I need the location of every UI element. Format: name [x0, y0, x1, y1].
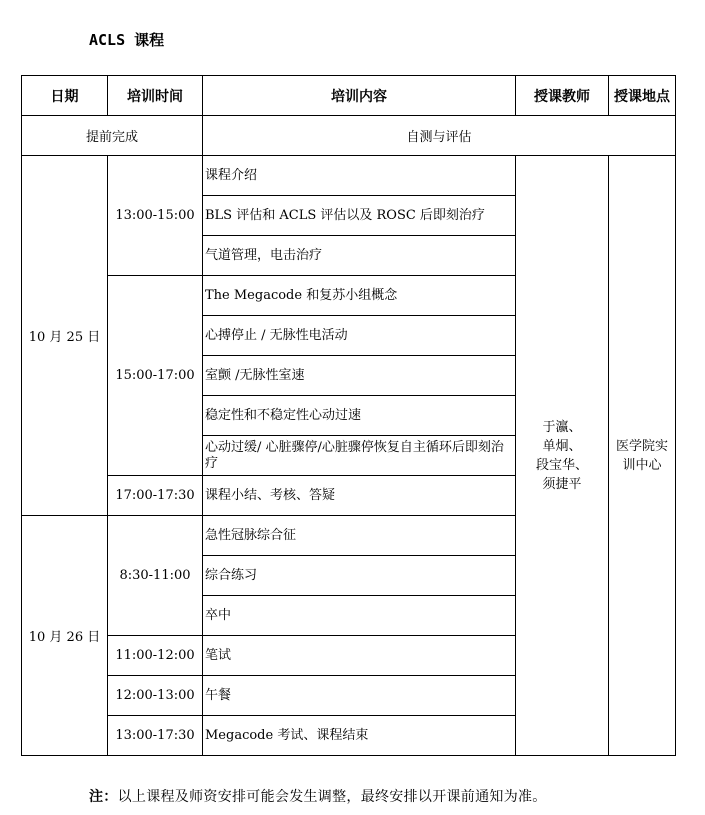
session-item: 急性冠脉综合征 — [203, 516, 516, 556]
day1-block1-time: 13:00-15:00 — [108, 156, 203, 276]
day2-block2-time: 11:00-12:00 — [108, 636, 203, 676]
teacher-name: 单炯、 — [542, 438, 582, 454]
table-row — [22, 156, 676, 196]
day2-date: 10 月 26 日 — [22, 516, 108, 756]
header-teacher: 授课教师 — [516, 76, 609, 116]
location-line: 训中心 — [622, 457, 662, 473]
day2-block3-time: 12:00-13:00 — [108, 676, 203, 716]
session-item: 课程小结、考核、答疑 — [203, 476, 516, 516]
header-location: 授课地点 — [609, 76, 676, 116]
teacher-name: 于瀛、 — [542, 419, 582, 435]
location-cell — [609, 156, 676, 756]
pre-course-row — [22, 116, 676, 156]
day2-block4-time: 13:00-17:30 — [108, 716, 203, 756]
session-item: 心搏停止 / 无脉性电活动 — [203, 316, 516, 356]
footnote-label: 注： — [89, 789, 118, 805]
footnote — [89, 786, 547, 806]
session-item: 课程介绍 — [203, 156, 516, 196]
location-line: 医学院实 — [615, 438, 668, 454]
pre-course-label: 提前完成 — [22, 116, 203, 156]
session-item: 笔试 — [203, 636, 516, 676]
teacher-name: 须捷平 — [542, 476, 582, 492]
session-item: 稳定性和不稳定性心动过速 — [203, 396, 516, 436]
document-title: ACLS 课程 — [89, 31, 165, 49]
day1-date: 10 月 25 日 — [22, 156, 108, 516]
session-item: 气道管理，电击治疗 — [203, 236, 516, 276]
session-item: BLS 评估和 ACLS 评估以及 ROSC 后即刻治疗 — [203, 196, 516, 236]
teacher-cell — [516, 156, 609, 756]
session-item: 卒中 — [203, 596, 516, 636]
session-item: 综合练习 — [203, 556, 516, 596]
header-time: 培训时间 — [108, 76, 203, 116]
pre-course-content: 自测与评估 — [203, 116, 676, 156]
session-item: 心动过缓/ 心脏骤停/心脏骤停恢复自主循环后即刻治疗 — [203, 436, 516, 476]
teacher-name: 段宝华、 — [535, 457, 588, 473]
course-schedule-table — [21, 75, 676, 756]
footnote-text: 以上课程及师资安排可能会发生调整，最终安排以开课前通知为准。 — [117, 789, 547, 805]
session-item: The Megacode 和复苏小组概念 — [203, 276, 516, 316]
table-header-row — [22, 76, 676, 116]
header-content: 培训内容 — [203, 76, 516, 116]
header-date: 日期 — [22, 76, 108, 116]
day2-block1-time: 8:30-11:00 — [108, 516, 203, 636]
day1-block2-time: 15:00-17:00 — [108, 276, 203, 476]
session-item: 午餐 — [203, 676, 516, 716]
day1-block3-time: 17:00-17:30 — [108, 476, 203, 516]
session-item: Megacode 考试、课程结束 — [203, 716, 516, 756]
session-item: 室颤 /无脉性室速 — [203, 356, 516, 396]
